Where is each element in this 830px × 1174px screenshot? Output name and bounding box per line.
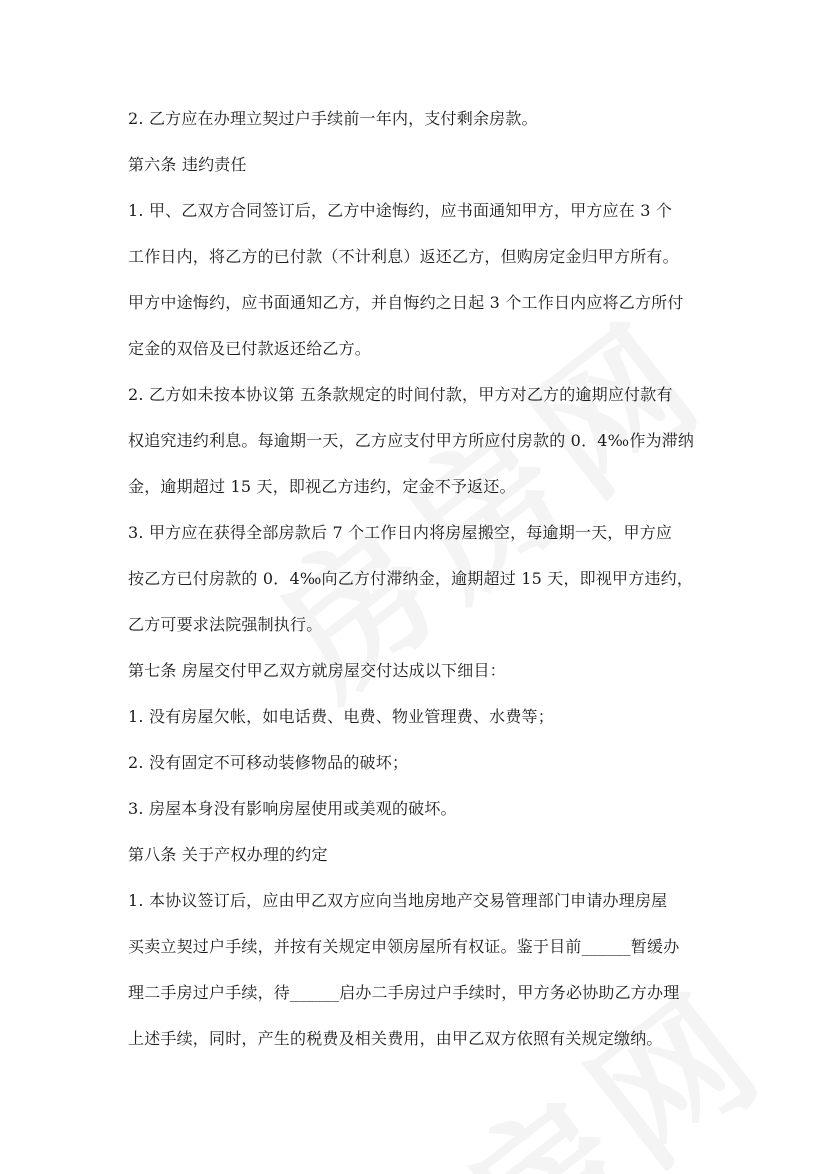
paragraph-line: 1. 本协议签订后，应由甲乙双方应向当地房地产交易管理部门申请办理房屋: [128, 891, 668, 910]
document-body: [128, 96, 708, 1062]
paragraph-line: 2. 乙方如未按本协议第 五条款规定的时间付款，甲方对乙方的逾期应付款有: [128, 385, 673, 404]
list-item: 3. 房屋本身没有影响房屋使用或美观的破坏。: [128, 799, 457, 818]
paragraph-line: 3. 甲方应在获得全部房款后 7 个工作日内将房屋搬空，每逾期一天，甲方应: [128, 523, 673, 542]
paragraph-line: 买卖立契过户手续，并按有关规定申领房屋所有权证。鉴于目前______暂缓办: [128, 937, 680, 956]
paragraph-line: 金，逾期超过 15 天，即视乙方违约，定金不予返还。: [128, 477, 516, 496]
paragraph-line: 甲方中途悔约，应书面通知乙方，并自悔约之日起 3 个工作日内应将乙方所付: [128, 293, 684, 312]
paragraph-line: 1. 甲、乙双方合同签订后，乙方中途悔约，应书面通知甲方，甲方应在 3 个: [128, 201, 673, 220]
paragraph-line: 理二手房过户手续，待______启办二手房过户手续时，甲方务必协助乙方办理: [128, 983, 680, 1002]
paragraph-line: 上述手续，同时，产生的税费及相关费用，由甲乙双方依照有关规定缴纳。: [128, 1029, 663, 1048]
section-heading: 第六条 违约责任: [128, 155, 247, 174]
paragraph-line: 按乙方已付房款的 0．4‰向乙方付滞纳金，逾期超过 15 天，即视甲方违约，: [128, 569, 694, 588]
list-item: 1. 没有房屋欠帐，如电话费、电费、物业管理费、水费等；: [128, 707, 554, 726]
paragraph-line: 2. 乙方应在办理立契过户手续前一年内，支付剩余房款。: [128, 109, 538, 128]
section-heading: 第七条 房屋交付甲乙双方就房屋交付达成以下细目：: [128, 661, 506, 680]
paragraph-line: 权追究违约利息。每逾期一天，乙方应支付甲方所应付房款的 0．4‰作为滞纳: [128, 431, 695, 450]
list-item: 2. 没有固定不可移动装修物品的破坏；: [128, 753, 409, 772]
paragraph-line: 工作日内，将乙方的已付款（不计利息）返还乙方，但购房定金归甲方所有。: [128, 247, 679, 266]
paragraph-line: 乙方可要求法院强制执行。: [128, 615, 323, 634]
section-heading: 第八条 关于产权办理的约定: [128, 845, 328, 864]
paragraph-line: 定金的双倍及已付款返还给乙方。: [128, 339, 372, 358]
